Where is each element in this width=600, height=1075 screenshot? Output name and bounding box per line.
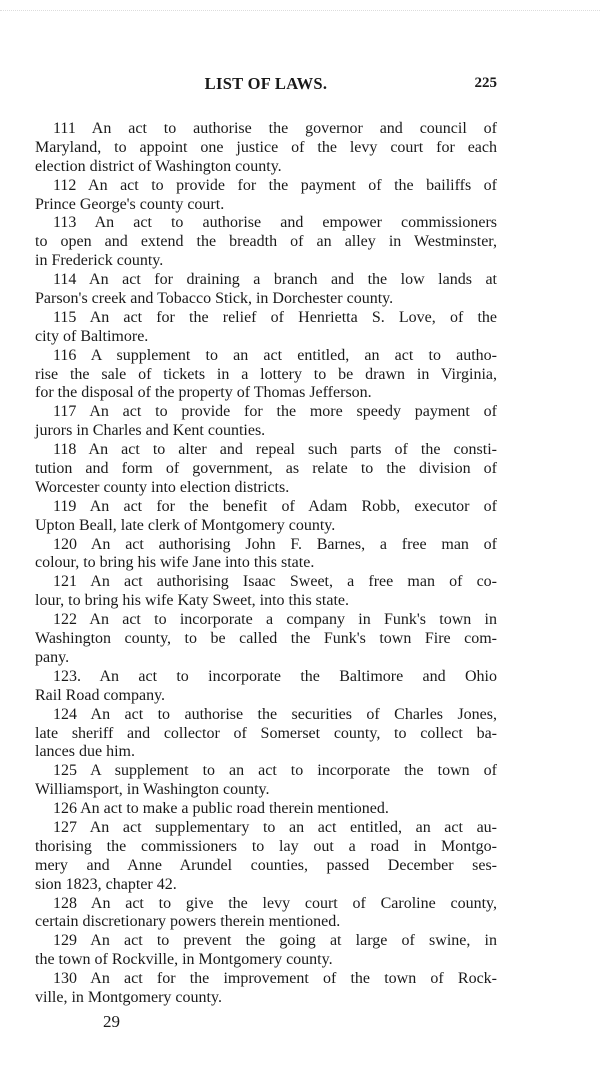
entry-line: 126 An act to make a public road therein mentioned.	[53, 800, 389, 818]
entry-line: to open and extend the breadth of an alley in Westminster,	[35, 233, 497, 251]
law-entry	[35, 177, 497, 215]
law-entry	[35, 309, 497, 347]
entry-line: 115 An act for the relief of Henrietta S. Love, of the	[53, 308, 497, 326]
law-entry	[35, 706, 497, 763]
entry-line: colour, to bring his wife Jane into this state.	[35, 554, 315, 572]
entry-line: 123. An act to incorporate the Baltimore and Ohio	[53, 667, 497, 685]
entry-line: 113 An act to authorise and empower commissioners	[53, 214, 497, 232]
entry-line: in Frederick county.	[35, 252, 164, 270]
law-entry	[35, 895, 497, 933]
entry-line: mery and Anne Arundel counties, passed December ses-	[35, 856, 497, 874]
entry-line: jurors in Charles and Kent counties.	[35, 422, 266, 440]
law-entry	[35, 347, 497, 404]
entry-line: sion 1823, chapter 42.	[35, 875, 177, 893]
entry-line: 128 An act to give the levy court of Caroline county,	[53, 894, 497, 912]
entry-line: 120 An act authorising John F. Barnes, a free man of	[53, 535, 497, 553]
entry-line: late sheriff and collector of Somerset county, to collect ba-	[35, 724, 497, 742]
law-entry	[35, 498, 497, 536]
entry-line: Worcester county into election districts.	[35, 478, 290, 496]
entry-line: Upton Beall, late clerk of Montgomery county.	[35, 516, 336, 534]
entry-line: lour, to bring his wife Katy Sweet, into this state.	[35, 592, 349, 610]
entry-line: Washington county, to be called the Funk's town Fire com-	[35, 630, 497, 648]
law-entry	[35, 800, 497, 819]
law-list	[35, 120, 497, 1008]
law-entry	[35, 762, 497, 800]
entry-line: 117 An act to provide for the more speedy payment of	[53, 403, 497, 421]
law-entry	[35, 668, 497, 706]
law-entry	[35, 403, 497, 441]
entry-line: 124 An act to authorise the securities of Charles Jones,	[53, 705, 497, 723]
law-entry	[35, 932, 497, 970]
page-title: LIST OF LAWS.	[204, 74, 328, 93]
entry-line: 111 An act to authorise the governor and council of	[53, 120, 497, 137]
entry-line: 118 An act to alter and repeal such parts of the consti-	[53, 441, 497, 459]
entry-line: Williamsport, in Washington county.	[35, 781, 270, 799]
entry-line: ville, in Montgomery county.	[35, 988, 222, 1006]
law-entry	[35, 970, 497, 1008]
law-entry	[35, 120, 497, 177]
entry-line: rise the sale of tickets in a lottery to be drawn in Virginia,	[35, 365, 497, 383]
law-entry	[35, 271, 497, 309]
entry-line: 112 An act to provide for the payment of the bailiffs of	[53, 176, 497, 194]
entry-line: 130 An act for the improvement of the town of Rock-	[53, 970, 497, 988]
law-entry	[35, 441, 497, 498]
entry-line: thorising the commissioners to lay out a road in Montgo-	[35, 837, 497, 855]
law-entry	[35, 536, 497, 574]
entry-line: 114 An act for draining a branch and the low lands at	[53, 271, 497, 289]
scan-edge	[0, 10, 600, 11]
entry-line: Parson's creek and Tobacco Stick, in Dorchester county.	[35, 290, 394, 308]
entry-line: Maryland, to appoint one justice of the levy court for each	[35, 138, 497, 156]
signature-mark: 29	[103, 1012, 120, 1031]
entry-line: city of Baltimore.	[35, 327, 149, 345]
entry-line: for the disposal of the property of Thomas Jefferson.	[35, 384, 372, 402]
entry-line: Prince George's county court.	[35, 195, 225, 213]
law-entry	[35, 214, 497, 271]
law-entry	[35, 819, 497, 895]
entry-line: 125 A supplement to an act to incorporate the town of	[53, 762, 497, 780]
running-header	[35, 74, 497, 96]
entry-line: 119 An act for the benefit of Adam Robb, executor of	[53, 497, 497, 515]
entry-line: 127 An act supplementary to an act entitled, an act au-	[53, 818, 497, 836]
entry-line: pany.	[35, 648, 70, 666]
entry-line: lances due him.	[35, 743, 135, 761]
page-number: 225	[474, 75, 497, 91]
entry-line: certain discretionary powers therein mentioned.	[35, 913, 341, 931]
law-entry	[35, 573, 497, 611]
entry-line: 116 A supplement to an act entitled, an act to autho-	[53, 346, 497, 364]
entry-line: 122 An act to incorporate a company in Funk's town in	[53, 611, 497, 629]
entry-line: 129 An act to prevent the going at large of swine, in	[53, 932, 497, 950]
entry-line: 121 An act authorising Isaac Sweet, a free man of co-	[53, 573, 497, 591]
entry-line: election district of Washington county.	[35, 157, 282, 175]
law-entry	[35, 611, 497, 668]
entry-line: Rail Road company.	[35, 686, 166, 704]
entry-line: tution and form of government, as relate to the division of	[35, 460, 497, 478]
entry-line: the town of Rockville, in Montgomery county.	[35, 951, 333, 969]
